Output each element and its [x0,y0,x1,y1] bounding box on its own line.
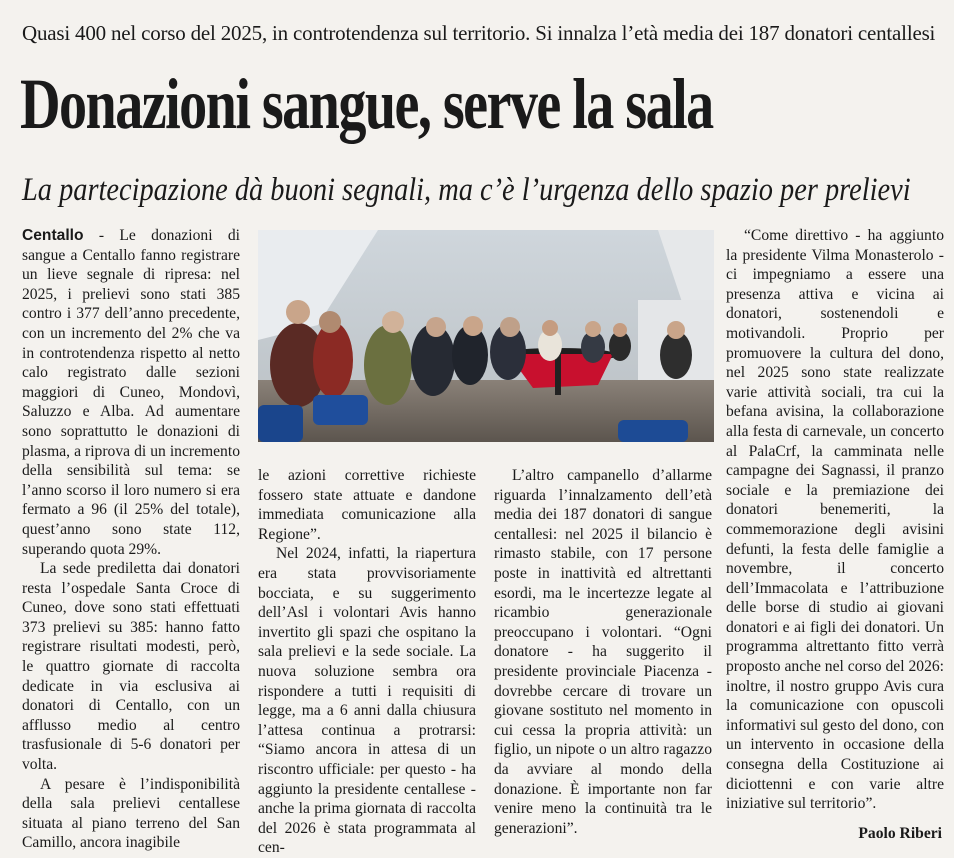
paragraph [22,226,240,559]
paragraph: Nel 2024, infatti, la riapertura era stata provvisoriamente bocciata, e su suggerimento dell’Asl i volontari Avis hanno invertito gli spazi che ospitano la sala prelievi e la sede sociale. La nuova soluzione sembra ora rispondere a tutti i requisiti di legge, ma a 6 anni dalla chiusura l’attesa continua a protrarsi: “Siamo ancora in attesa di un riscontro ufficiale: per questo - ha aggiunto la presidente centallese - anche la prima giornata di raccolta del 2026 è stata programmata al cen- [258,545,476,857]
article-author: Paolo Riberi [858,825,942,842]
article-kicker: Quasi 400 nel corso del 2025, in controtendenza sul territorio. Si innalza l’età media dei 187 donatori centallesi [22,21,936,45]
article-column-2 [258,466,476,857]
paragraph: “Come direttivo - ha aggiunto la presidente Vilma Monasterolo - ci impegniamo a essere una presenza attiva e vicina ai donatori, sostenendoli e motivandoli. Proprio per promuovere la cultura del dono, nel 2025 sono state realizzate varie attività sociali, tra cui la befana avisina, la collaborazione alla festa di carnevale, un concerto al PalaCrf, la camminata nelle campagne dei Sagnassi, il pranzo sociale e la premiazione dei donatori benemeriti, la commemorazione degli avisini defunti, la festa delle famiglie a novembre, il concerto dell’Immacolata e l’attribuzione delle borse di studio ai giovani donatori e ai figli dei donatori. Un programma altrettanto fitto verrà proposto anche nel corso del 2026: inoltre, il nostro gruppo Avis cura la comunicazione con opuscoli informativi sul gesto del dono, con un intervento in occasione della consegna della Costituzione ai diciottenni e con varie altre iniziative sul territorio”. [726,227,944,813]
dateline: Centallo [22,227,84,244]
paragraph: La sede prediletta dai donatori resta l’ospedale Santa Croce di Cuneo, dove sono stati effettuati 373 prelievi su 385: hanno fatto registrare risultati modesti, però, le quattro giornate di raccolta dedicate in via esclusiva ai donatori di Centallo, con un afflusso medio al centro trasfusionale di 5-6 donatori per volta. [22,560,240,774]
paragraph: L’altro campanello d’allarme riguarda l’innalzamento dell’età media dei 187 donatori di sangue centallesi: nel 2025 il bilancio è rimasto stabile, con 17 persone poste in inattività ed altrettanti esordi, ma le incertezze legate al ricambio generazionale preoccupano i volontari. “Ogni donatore - ha suggerito il presidente provinciale Piacenza - dovrebbe cercare di trovare un giovane sostituto nel momento in cui cessa la propria attività: un figlio, un nipote o un altro ragazzo da avviare al mondo della donazione. È importante non far venire meno la continuità tra le generazioni”. [494,467,712,837]
article-column-1 [22,226,240,852]
article-headline: Donazioni sangue, serve la sala [20,64,713,144]
meeting-photo-illustration [258,230,714,442]
paragraph: le azioni correttive richieste fossero state attuate e dandone immediata comunicazione alla Regione”. [258,467,476,543]
paragraph: A pesare è l’indisponibilità della sala prelievi centallese situata al piano terreno del San Camillo, ancora inagibile [22,775,240,852]
article-photo [258,230,714,442]
article-column-4 [726,226,944,826]
article-subheadline: La partecipazione dà buoni segnali, ma c’è l’urgenza dello spazio per prelievi [22,172,911,208]
article-column-3 [494,466,712,837]
paragraph-text: - Le donazioni di sangue a Centallo fanno registrare un lieve segnale di ripresa: nel 2025, i prelievi sono stati 385 contro i 377 dell’anno precedente, con un incremento del 2% che va in controtendenza rispetto al netto calo registrato dalle sezioni maggiori di Cuneo, Mondovì, Saluzzo e Alba. Ad aumentare sono soprattutto le donazioni di plasma, a riprova di un incremento della sensibilità sul tema: se l’anno scorso il loro numero si era fermato a 96 (il 25% del totale), quest’anno sono state 112, superando quota 29%. [22,227,240,558]
